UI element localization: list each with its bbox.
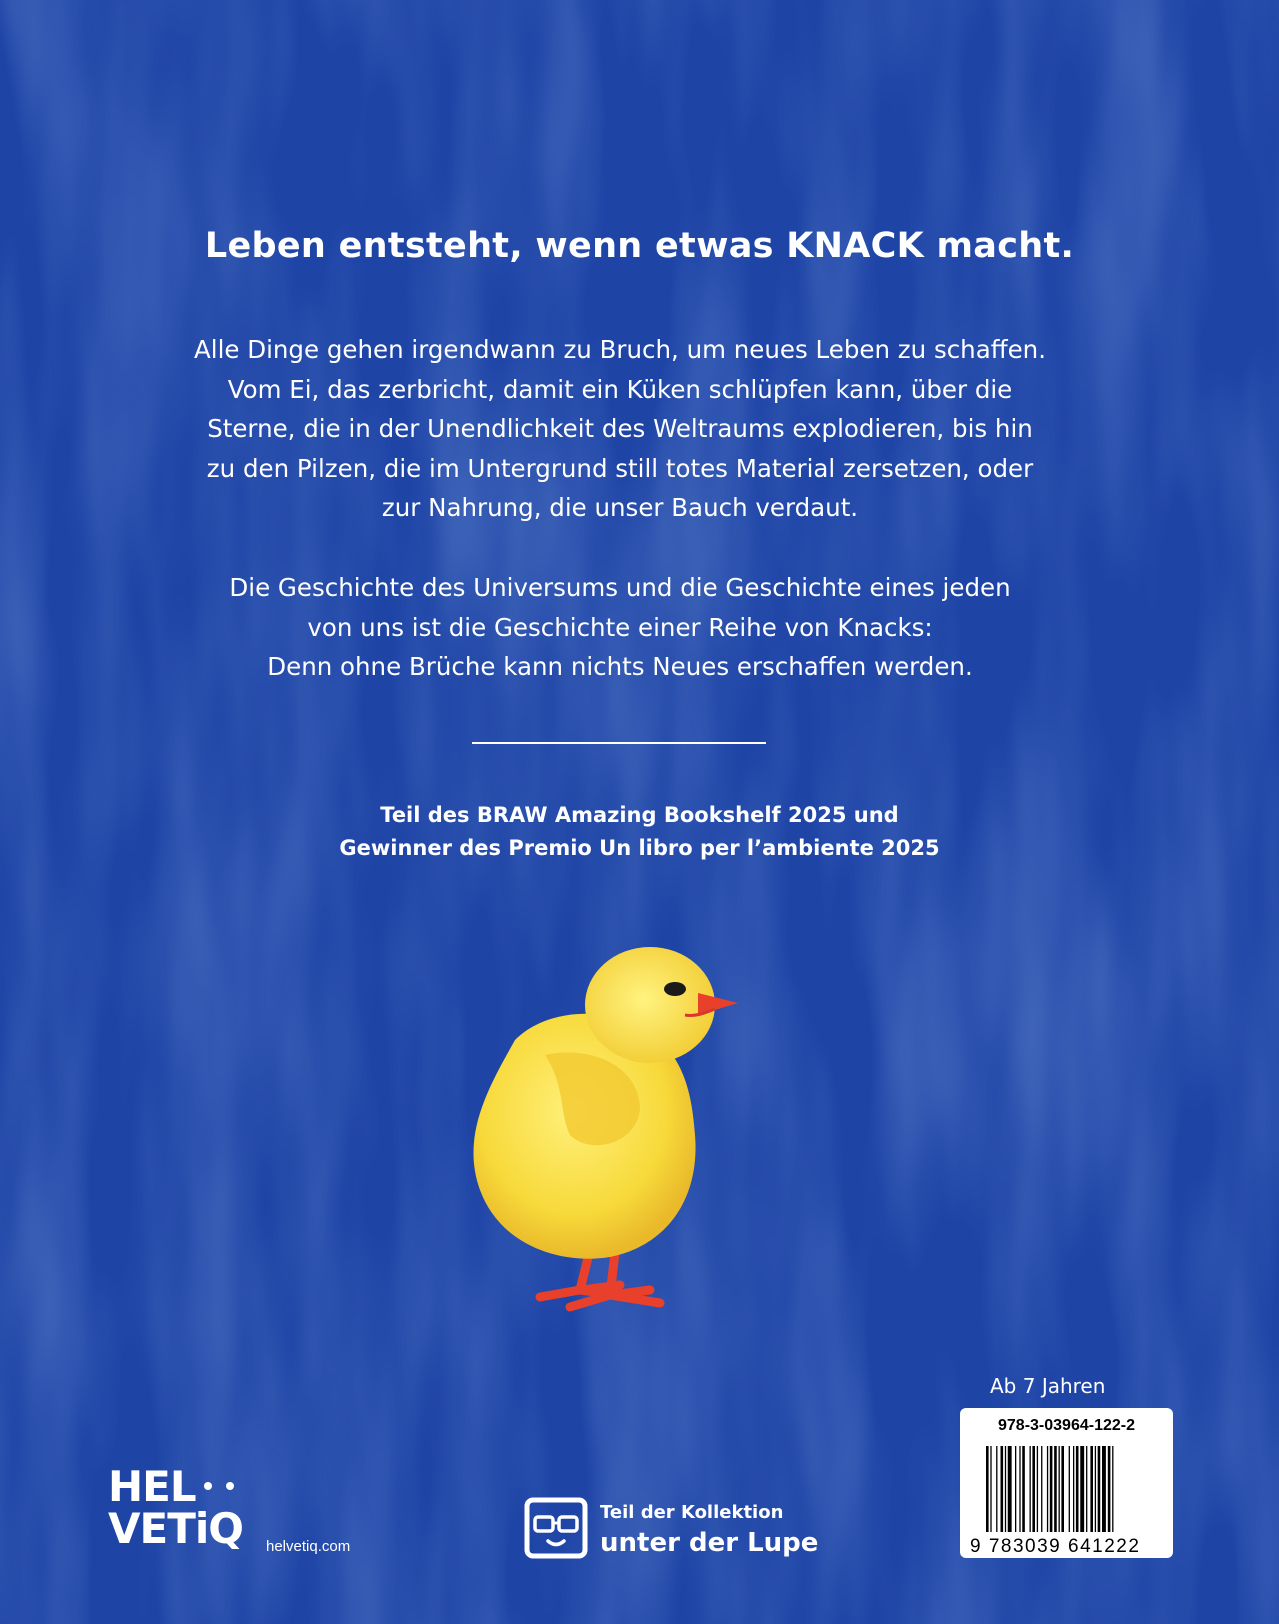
intro-line: Alle Dinge gehen irgendwann zu Bruch, um neues Leben zu schaffen. [194, 335, 1046, 364]
barcode [986, 1446, 1156, 1532]
magnifier-face-icon [524, 1497, 588, 1559]
barcode-bar [1019, 1446, 1020, 1532]
barcode-bar [1005, 1446, 1006, 1532]
barcode-bar [1037, 1446, 1038, 1532]
logo-dots-icon [200, 1476, 250, 1496]
barcode-bar [990, 1446, 991, 1532]
barcode-bar [986, 1446, 989, 1532]
logo-text-top: HEL [108, 1462, 196, 1511]
barcode-bar [1073, 1446, 1074, 1532]
barcode-bar [1001, 1446, 1004, 1532]
barcode-bar [1102, 1446, 1106, 1532]
barcode-bar [1054, 1446, 1057, 1532]
barcode-bar [1112, 1446, 1113, 1532]
barcode-bar [1098, 1446, 1101, 1532]
divider-line [472, 742, 766, 744]
barcode-bar [1047, 1446, 1048, 1532]
ean-digits: 9 783039 641222 [970, 1536, 1141, 1557]
barcode-block [960, 1408, 1173, 1558]
barcode-bar [1015, 1446, 1016, 1532]
intro-line: Vom Ei, das zerbricht, damit ein Küken schlüpfen kann, über die [227, 374, 1013, 404]
barcode-bar [1080, 1446, 1084, 1532]
isbn-number: 978-3-03964-122-2 [998, 1417, 1135, 1434]
headline: Leben entsteht, wenn etwas KNACK macht. [204, 226, 1075, 266]
second-line: Denn ohne Brüche kann nichts Neues erschaffen werden. [267, 652, 973, 681]
age-label: Ab 7 Jahren [990, 1374, 1106, 1398]
barcode-bar [1076, 1446, 1079, 1532]
intro-paragraph [110, 330, 1130, 528]
logo-text-bottom: VETiQ [108, 1504, 243, 1553]
collection-label: Teil der Kollektion [600, 1502, 784, 1523]
barcode-bar [1022, 1446, 1025, 1532]
barcode-bar [1008, 1446, 1012, 1532]
award-text [0, 799, 1279, 865]
publisher-logo[interactable] [108, 1462, 258, 1561]
chick-legs [540, 1250, 660, 1307]
collection-name: unter der Lupe [600, 1528, 819, 1558]
barcode-bar [1059, 1446, 1060, 1532]
barcode-bar [1095, 1446, 1096, 1532]
chick-illustration [470, 945, 770, 1345]
barcode-bar [1061, 1446, 1064, 1532]
publisher-website[interactable]: helvetiq.com [266, 1538, 351, 1555]
barcode-bar [1050, 1446, 1053, 1532]
second-paragraph [110, 568, 1130, 687]
award-line: Gewinner des Premio Un libro per l’ambiente 2025 [339, 836, 940, 860]
barcode-bar [1086, 1446, 1087, 1532]
barcode-bar [1030, 1446, 1031, 1532]
barcode-bar [1069, 1446, 1070, 1532]
intro-line: zur Nahrung, die unser Bauch verdaut. [381, 493, 859, 522]
second-line: von uns ist die Geschichte einer Reihe von Knacks: [307, 612, 933, 642]
award-line: Teil des BRAW Amazing Bookshelf 2025 und [380, 803, 899, 827]
barcode-bar [1032, 1446, 1035, 1532]
barcode-bar [996, 1446, 997, 1532]
intro-line: zu den Pilzen, die im Untergrund still totes Material zersetzen, oder [206, 453, 1034, 483]
intro-line: Sterne, die in der Unendlichkeit des Weltraums explodieren, bis hin [207, 414, 1033, 443]
barcode-bar [1041, 1446, 1042, 1532]
second-line: Die Geschichte des Universums und die Geschichte eines jeden [229, 573, 1011, 602]
barcode-bar [1108, 1446, 1111, 1532]
barcode-bar [1090, 1446, 1093, 1532]
